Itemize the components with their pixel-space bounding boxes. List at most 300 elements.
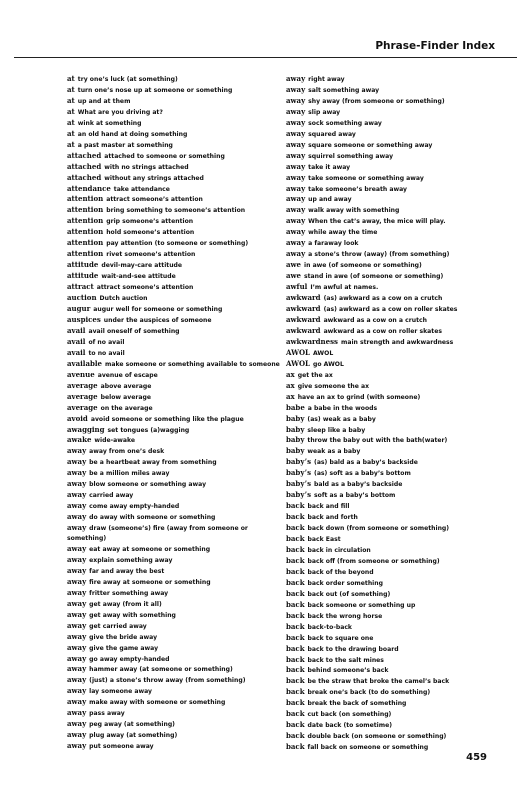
index-entry	[286, 446, 521, 457]
index-phrase: back order something	[307, 579, 383, 587]
index-keyword: babe	[286, 402, 305, 412]
index-entry	[286, 293, 521, 304]
index-keyword: baby	[286, 424, 305, 434]
index-entry	[67, 468, 289, 479]
index-phrase: hold someone’s attention	[106, 229, 195, 237]
index-phrase: back in circulation	[307, 546, 371, 554]
index-phrase: get away with something	[89, 611, 176, 619]
index-entry	[286, 457, 521, 468]
index-phrase: (just) a stone’s throw away (from something)	[89, 677, 246, 685]
index-phrase: take attendance	[113, 185, 170, 193]
index-keyword: away	[67, 490, 87, 500]
index-entry	[286, 118, 521, 129]
index-keyword: at	[67, 84, 75, 94]
index-keyword: away	[286, 139, 306, 149]
index-keyword: back	[286, 534, 305, 544]
index-phrase: take it away	[308, 163, 351, 171]
index-keyword: away	[67, 653, 87, 663]
index-entry	[286, 216, 521, 227]
index-entry	[286, 414, 521, 425]
index-column-right	[286, 74, 521, 753]
index-phrase: bring something to someone’s attention	[106, 207, 246, 215]
index-phrase: fall back on someone or something	[307, 744, 429, 752]
index-phrase: augur well for someone or something	[93, 306, 223, 314]
index-keyword: away	[286, 205, 306, 215]
index-phrase: be the straw that broke the camel’s back	[307, 678, 450, 686]
index-keyword: attention	[67, 194, 104, 204]
index-entry	[286, 709, 521, 720]
index-keyword: attendance	[67, 183, 111, 193]
index-entry	[67, 708, 289, 719]
index-phrase: give someone the ax	[297, 382, 370, 390]
index-keyword: away	[67, 565, 87, 575]
index-phrase: stand in awe (of someone or something)	[304, 273, 444, 281]
index-phrase: be a million miles away	[89, 470, 170, 478]
index-keyword: awful	[286, 282, 308, 292]
index-phrase: lay someone away	[89, 688, 152, 696]
index-entry	[286, 271, 521, 282]
index-entry	[286, 392, 521, 403]
index-keyword: avenue	[67, 369, 95, 379]
index-entry	[67, 293, 289, 304]
index-keyword: average	[67, 391, 98, 401]
index-entry	[67, 249, 289, 260]
index-keyword: away	[67, 576, 87, 586]
index-entry	[67, 326, 289, 337]
index-phrase: cut back (on something)	[307, 711, 392, 719]
index-entry	[286, 173, 521, 184]
index-entry	[67, 260, 289, 271]
index-phrase: back and fill	[307, 503, 350, 511]
index-phrase: take someone or something away	[308, 174, 424, 182]
index-phrase: a past master at something	[77, 141, 173, 149]
index-entry	[67, 501, 289, 512]
index-phrase: date back (to sometime)	[307, 722, 393, 730]
index-phrase: go away empty-handed	[89, 655, 170, 663]
index-entry	[286, 589, 521, 600]
index-entry	[67, 392, 289, 403]
index-entry	[286, 720, 521, 731]
index-keyword: awkward	[286, 293, 321, 303]
index-entry	[286, 96, 521, 107]
index-phrase: make away with someone or something	[89, 699, 226, 707]
index-entry	[67, 523, 289, 544]
index-keyword: back	[286, 566, 305, 576]
index-keyword: away	[67, 554, 87, 564]
index-keyword: awkward	[286, 314, 321, 324]
index-keyword: away	[67, 675, 87, 685]
index-phrase: wait-and-see attitude	[101, 273, 176, 281]
index-entry	[286, 359, 521, 370]
index-entry	[67, 370, 289, 381]
index-keyword: away	[286, 249, 306, 259]
index-phrase: When the cat’s away, the mice will play.	[308, 218, 446, 226]
index-entry	[286, 468, 521, 479]
index-keyword: baby’s	[286, 468, 312, 478]
index-keyword: away	[67, 587, 87, 597]
index-entry	[67, 621, 289, 632]
index-entry	[67, 425, 289, 436]
index-entry	[286, 687, 521, 698]
index-keyword: attention	[67, 227, 104, 237]
index-phrase: break the back of something	[307, 700, 407, 708]
index-entry	[67, 315, 289, 326]
index-entry	[67, 610, 289, 621]
index-keyword: at	[67, 106, 75, 116]
index-entry	[286, 370, 521, 381]
index-phrase: go AWOL	[312, 360, 344, 368]
index-phrase: attract someone’s attention	[106, 196, 203, 204]
index-keyword: avail	[67, 336, 86, 346]
index-phrase: a faraway look	[308, 240, 359, 248]
index-entry	[67, 107, 289, 118]
index-keyword: back	[286, 621, 305, 631]
index-phrase: sock something away	[308, 119, 382, 127]
index-keyword: at	[67, 95, 75, 105]
index-entry	[286, 567, 521, 578]
index-phrase: squared away	[308, 130, 356, 138]
index-keyword: baby	[286, 435, 305, 445]
index-keyword: away	[286, 74, 306, 83]
index-entry	[67, 632, 289, 643]
index-keyword: away	[67, 609, 87, 619]
index-keyword: awkwardness	[286, 336, 338, 346]
index-entry	[286, 644, 521, 655]
index-phrase: get carried away	[89, 622, 147, 630]
index-phrase: be a heartbeat away from something	[89, 459, 217, 467]
index-phrase: on the average	[100, 404, 153, 412]
index-entry	[67, 238, 289, 249]
index-keyword: at	[67, 139, 75, 149]
index-keyword: baby’s	[286, 490, 312, 500]
index-keyword: back	[286, 555, 305, 565]
index-entry	[67, 577, 289, 588]
index-keyword: away	[286, 106, 306, 116]
index-phrase: rivet someone’s attention	[106, 251, 196, 259]
index-keyword: back	[286, 610, 305, 620]
index-phrase: fritter something away	[89, 589, 169, 597]
index-phrase: behind someone’s back	[307, 667, 389, 675]
index-keyword: away	[286, 95, 306, 105]
index-keyword: away	[67, 686, 87, 696]
index-phrase: (as) soft as a baby’s bottom	[314, 470, 411, 478]
index-keyword: away	[286, 194, 306, 204]
index-entry	[286, 633, 521, 644]
index-entry	[67, 129, 289, 140]
index-entry	[286, 260, 521, 271]
index-keyword: ax	[286, 369, 295, 379]
index-keyword: baby’s	[286, 457, 312, 467]
index-keyword: away	[286, 227, 306, 237]
index-entry	[286, 205, 521, 216]
index-phrase: far and away the best	[89, 567, 165, 575]
index-entry	[67, 588, 289, 599]
index-entry	[286, 403, 521, 414]
index-keyword: away	[67, 501, 87, 511]
index-entry	[286, 151, 521, 162]
index-keyword: average	[67, 402, 98, 412]
index-phrase: squirrel something away	[308, 152, 394, 160]
index-keyword: away	[67, 631, 87, 641]
index-entry	[67, 162, 289, 173]
index-phrase: draw (someone’s) fire (away from someone or something)	[67, 525, 248, 543]
index-phrase: back to square one	[307, 634, 374, 642]
index-entry	[67, 654, 289, 665]
index-entry	[67, 96, 289, 107]
index-phrase: wink at something	[77, 119, 142, 127]
index-keyword: attention	[67, 238, 104, 248]
index-keyword: auspices	[67, 314, 101, 324]
index-phrase: back-to-back	[307, 623, 352, 631]
index-phrase: pay attention (to someone or something)	[106, 240, 249, 248]
index-phrase: awkward as a cow on a crutch	[323, 316, 427, 324]
index-keyword: available	[67, 358, 102, 368]
index-keyword: away	[67, 708, 87, 718]
index-keyword: ax	[286, 391, 295, 401]
index-phrase: under the auspices of someone	[103, 316, 212, 324]
index-entry	[286, 556, 521, 567]
index-phrase: turn one’s nose up at someone or something	[77, 86, 233, 94]
index-entry	[67, 216, 289, 227]
index-entry	[67, 686, 289, 697]
index-entry	[67, 675, 289, 686]
index-keyword: back	[286, 698, 305, 708]
index-keyword: back	[286, 742, 305, 752]
index-keyword: baby	[286, 446, 305, 456]
index-keyword: back	[286, 577, 305, 587]
index-entry	[67, 194, 289, 205]
index-phrase: get the ax	[297, 371, 333, 379]
index-entry	[286, 129, 521, 140]
index-entry	[67, 348, 289, 359]
index-keyword: away	[67, 479, 87, 489]
index-phrase: eat away at someone or something	[89, 545, 211, 553]
index-keyword: away	[67, 512, 87, 522]
running-head: Phrase-Finder Index	[375, 40, 495, 52]
index-phrase: back out (of something)	[307, 590, 391, 598]
index-phrase: square someone or something away	[308, 141, 433, 149]
index-keyword: away	[67, 543, 87, 553]
index-entry	[286, 523, 521, 534]
index-phrase: slip away	[308, 108, 341, 116]
index-entry	[286, 479, 521, 490]
index-keyword: auction	[67, 293, 97, 303]
index-keyword: attitude	[67, 271, 99, 281]
index-entry	[286, 665, 521, 676]
index-entry	[67, 512, 289, 523]
index-phrase: blow someone or something away	[89, 481, 207, 489]
index-entry	[286, 698, 521, 709]
index-phrase: break one’s back (to do something)	[307, 689, 431, 697]
index-keyword: away	[286, 161, 306, 171]
index-phrase: hammer away (at someone or something)	[89, 666, 233, 674]
index-phrase: Dutch auction	[99, 295, 148, 303]
index-phrase: (as) weak as a baby	[307, 415, 376, 423]
index-phrase: of no avail	[88, 338, 125, 346]
index-keyword: away	[67, 523, 87, 533]
index-keyword: away	[286, 117, 306, 127]
index-keyword: average	[67, 380, 98, 390]
page-header	[14, 40, 517, 58]
index-phrase: back to the salt mines	[307, 656, 384, 664]
index-keyword: awe	[286, 260, 302, 270]
page-number: 459	[466, 752, 487, 763]
index-keyword: back	[286, 588, 305, 598]
index-entry	[67, 403, 289, 414]
index-phrase: peg away (at something)	[89, 721, 175, 729]
index-phrase: (as) bald as a baby’s backside	[314, 459, 418, 467]
index-entry	[286, 85, 521, 96]
index-phrase: double back (on someone or something)	[307, 733, 447, 741]
index-entry	[67, 446, 289, 457]
index-phrase: come away empty-handed	[89, 503, 180, 511]
index-entry	[67, 479, 289, 490]
index-entry	[286, 534, 521, 545]
index-entry	[67, 566, 289, 577]
index-entry	[286, 348, 521, 359]
index-keyword: attention	[67, 216, 104, 226]
index-entry	[286, 512, 521, 523]
index-keyword: awkward	[286, 304, 321, 314]
index-phrase: while away the time	[308, 229, 378, 237]
index-phrase: with no strings attached	[104, 163, 189, 171]
index-keyword: AWOL	[286, 358, 310, 368]
index-keyword: awagging	[67, 424, 105, 434]
index-phrase: shy away (from someone or something)	[308, 97, 445, 105]
index-phrase: awkward as a cow on roller skates	[323, 327, 442, 335]
index-keyword: away	[67, 697, 87, 707]
index-phrase: avail oneself of something	[88, 327, 180, 335]
index-phrase: put someone away	[89, 743, 154, 751]
index-entry	[286, 326, 521, 337]
index-keyword: baby’s	[286, 479, 312, 489]
index-entry	[67, 643, 289, 654]
index-entry	[286, 315, 521, 326]
index-phrase: avenue of escape	[97, 371, 158, 379]
index-phrase: walk away with something	[308, 207, 400, 215]
index-keyword: back	[286, 643, 305, 653]
index-entry	[286, 238, 521, 249]
index-phrase: fire away at someone or something	[89, 578, 211, 586]
header-rule	[14, 57, 517, 58]
index-keyword: attached	[67, 172, 102, 182]
index-entry	[67, 74, 289, 85]
index-phrase: bald as a baby’s backside	[314, 481, 403, 489]
index-entry	[286, 490, 521, 501]
index-entry	[67, 118, 289, 129]
index-keyword: back	[286, 523, 305, 533]
index-keyword: avail	[67, 347, 86, 357]
index-entry	[286, 731, 521, 742]
index-keyword: away	[286, 183, 306, 193]
index-phrase: do away with someone or something	[89, 514, 216, 522]
index-entry	[286, 611, 521, 622]
index-keyword: away	[67, 468, 87, 478]
index-phrase: wide-awake	[94, 437, 136, 445]
index-entry	[67, 741, 289, 752]
index-phrase: devil-may-care attitude	[101, 262, 183, 270]
index-phrase: main strength and awkwardness	[340, 338, 454, 346]
index-entry	[67, 544, 289, 555]
index-phrase: up and at them	[77, 97, 131, 105]
index-entry	[286, 184, 521, 195]
index-keyword: back	[286, 544, 305, 554]
index-entry	[67, 282, 289, 293]
index-keyword: away	[67, 642, 87, 652]
index-keyword: awe	[286, 271, 302, 281]
index-entry	[286, 194, 521, 205]
index-phrase: have an ax to grind (with someone)	[297, 393, 421, 401]
index-keyword: attitude	[67, 260, 99, 270]
index-keyword: back	[286, 709, 305, 719]
index-entry	[67, 151, 289, 162]
index-keyword: away	[67, 741, 87, 751]
index-entry	[67, 490, 289, 501]
index-keyword: away	[286, 150, 306, 160]
index-entry	[286, 545, 521, 556]
index-entry	[67, 381, 289, 392]
index-phrase: back and forth	[307, 514, 358, 522]
index-phrase: I’m awful at names.	[310, 284, 379, 292]
index-keyword: at	[67, 74, 75, 83]
index-entry	[286, 107, 521, 118]
index-phrase: make someone or something available to someone	[105, 360, 280, 368]
index-keyword: avoid	[67, 413, 88, 423]
index-phrase: away from one’s desk	[89, 448, 165, 456]
index-keyword: attached	[67, 150, 102, 160]
index-keyword: at	[67, 117, 75, 127]
index-keyword: away	[67, 620, 87, 630]
index-entry	[286, 249, 521, 260]
index-keyword: awkward	[286, 325, 321, 335]
index-entry	[67, 414, 289, 425]
index-keyword: back	[286, 665, 305, 675]
index-keyword: attached	[67, 161, 102, 171]
index-phrase: get away (from it all)	[89, 600, 162, 608]
index-entry	[286, 227, 521, 238]
index-phrase: above average	[100, 382, 152, 390]
index-phrase: plug away (at something)	[89, 732, 178, 740]
index-keyword: away	[67, 446, 87, 456]
index-keyword: back	[286, 512, 305, 522]
index-entry	[67, 337, 289, 348]
index-keyword: away	[67, 457, 87, 467]
index-phrase: back to the drawing board	[307, 645, 399, 653]
index-entry	[286, 435, 521, 446]
index-keyword: back	[286, 632, 305, 642]
index-phrase: AWOL	[312, 349, 334, 357]
index-entry	[67, 184, 289, 195]
index-phrase: sleep like a baby	[307, 426, 366, 434]
index-entry	[67, 271, 289, 282]
index-entry	[67, 599, 289, 610]
index-entry	[286, 282, 521, 293]
index-keyword: avail	[67, 325, 86, 335]
index-phrase: below average	[100, 393, 151, 401]
index-phrase: attract someone’s attention	[96, 284, 194, 292]
index-keyword: away	[286, 128, 306, 138]
index-keyword: away	[67, 730, 87, 740]
index-phrase: an old hand at doing something	[77, 130, 188, 138]
index-entry	[286, 74, 521, 85]
index-phrase: soft as a baby’s bottom	[314, 492, 396, 500]
index-entry	[286, 578, 521, 589]
index-column-left	[67, 74, 289, 752]
index-entry	[286, 622, 521, 633]
index-phrase: set tongues (a)wagging	[107, 426, 190, 434]
index-keyword: AWOL	[286, 347, 310, 357]
index-keyword: back	[286, 501, 305, 511]
